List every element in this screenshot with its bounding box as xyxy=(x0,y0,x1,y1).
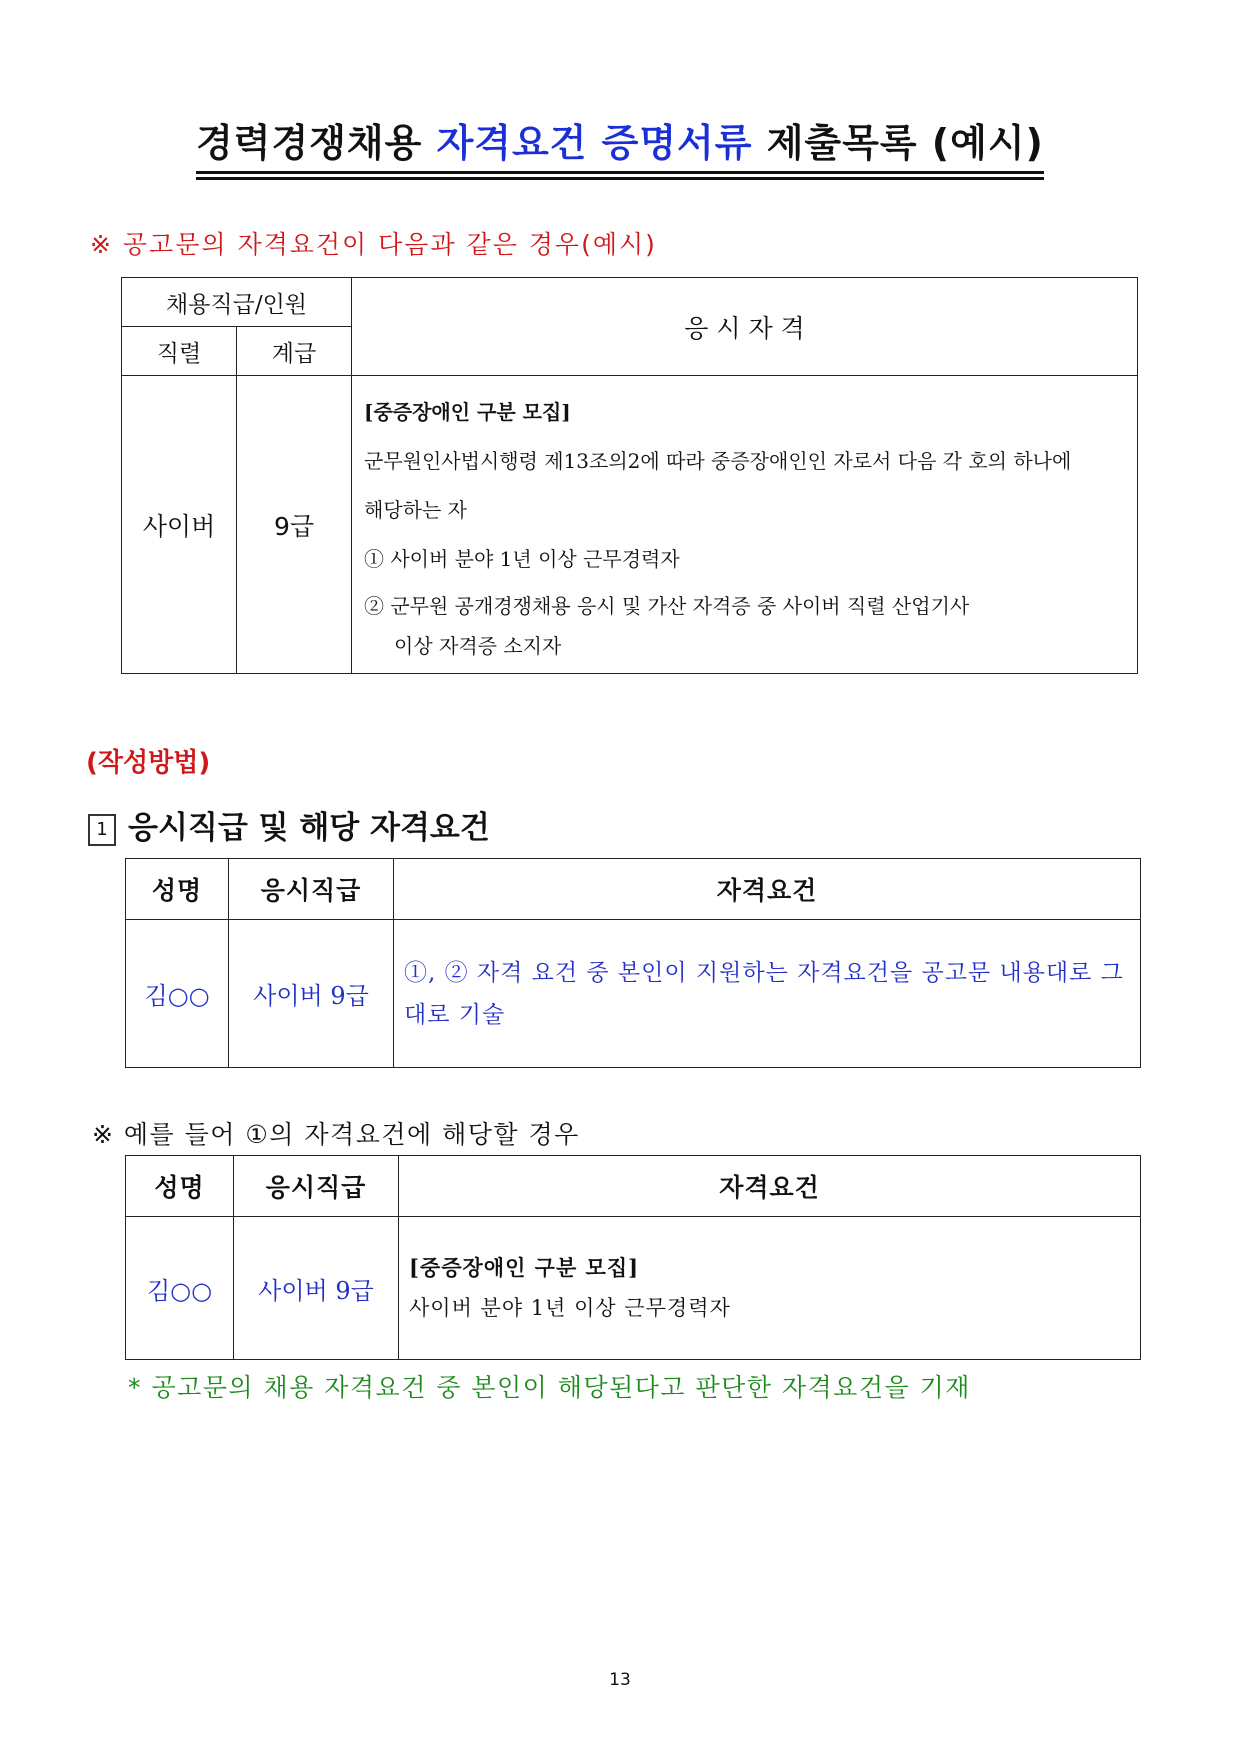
qual-text: 사이버 분야 1년 이상 근무경력자 xyxy=(409,1296,731,1320)
cell-name: 김○○ xyxy=(126,1217,234,1360)
qual-title: [중증장애인 구분 모집] xyxy=(364,399,571,424)
page-title xyxy=(0,112,1240,174)
page-number: 13 xyxy=(609,1670,631,1690)
header-series: 직렬 xyxy=(122,327,237,376)
cell-applied-grade: 사이버 9급 xyxy=(234,1217,399,1360)
section-number-box: 1 xyxy=(88,814,116,846)
title-part4: (예시) xyxy=(931,121,1044,165)
footnote: * 공고문의 채용 자격요건 중 본인이 해당된다고 판단한 자격요건을 기재 xyxy=(128,1373,971,1402)
section-title: 응시직급 및 해당 자격요건 xyxy=(128,810,490,846)
header-qualification: 응 시 자 격 xyxy=(352,278,1138,376)
cell-series: 사이버 xyxy=(122,376,237,674)
method-label: (작성방법) xyxy=(86,748,211,778)
header-applied-grade: 응시직급 xyxy=(234,1156,399,1217)
example-table xyxy=(121,277,1138,674)
section-heading xyxy=(88,802,490,847)
title-part2: 자격요건 증명서류 xyxy=(436,121,753,165)
title-part3: 제출목록 xyxy=(752,121,932,165)
example-filled-table xyxy=(125,1155,1141,1360)
cell-name: 김○○ xyxy=(126,920,229,1068)
header-qualification: 자격요건 xyxy=(399,1156,1141,1217)
qual-title: [중증장애인 구분 모집] xyxy=(409,1255,640,1280)
cell-qualification: ①, ② 자격 요건 중 본인이 지원하는 자격요건을 공고문 내용대로 그대로 기술 xyxy=(394,920,1141,1068)
qual-item2b: 이상 자격증 소지자 xyxy=(394,633,562,658)
header-name: 성명 xyxy=(126,859,229,920)
example-note: ※ 공고문의 자격요건이 다음과 같은 경우(예시) xyxy=(90,230,657,259)
qual-line1: 군무원인사법시행령 제13조의2에 따라 중증장애인인 자로서 다음 각 호의 하나에 xyxy=(364,448,1072,473)
qual-item2a: ② 군무원 공개경쟁채용 응시 및 가산 자격증 중 사이버 직렬 산업기사 xyxy=(364,593,970,618)
cell-applied-grade: 사이버 9급 xyxy=(229,920,394,1068)
cell-qualification xyxy=(399,1217,1141,1360)
header-grade: 계급 xyxy=(237,327,352,376)
cell-qualification xyxy=(352,376,1138,674)
cell-grade: 9급 xyxy=(237,376,352,674)
header-applied-grade: 응시직급 xyxy=(229,859,394,920)
header-position-count: 채용직급/인원 xyxy=(122,278,352,327)
title-part1: 경력경쟁채용 xyxy=(196,121,437,165)
header-name: 성명 xyxy=(126,1156,234,1217)
qual-item1: ① 사이버 분야 1년 이상 근무경력자 xyxy=(364,546,680,571)
qual-line2: 해당하는 자 xyxy=(364,497,467,522)
instruction-table xyxy=(125,858,1141,1068)
header-qualification: 자격요건 xyxy=(394,859,1141,920)
example-note-2: ※ 예를 들어 ①의 자격요건에 해당할 경우 xyxy=(92,1120,580,1149)
